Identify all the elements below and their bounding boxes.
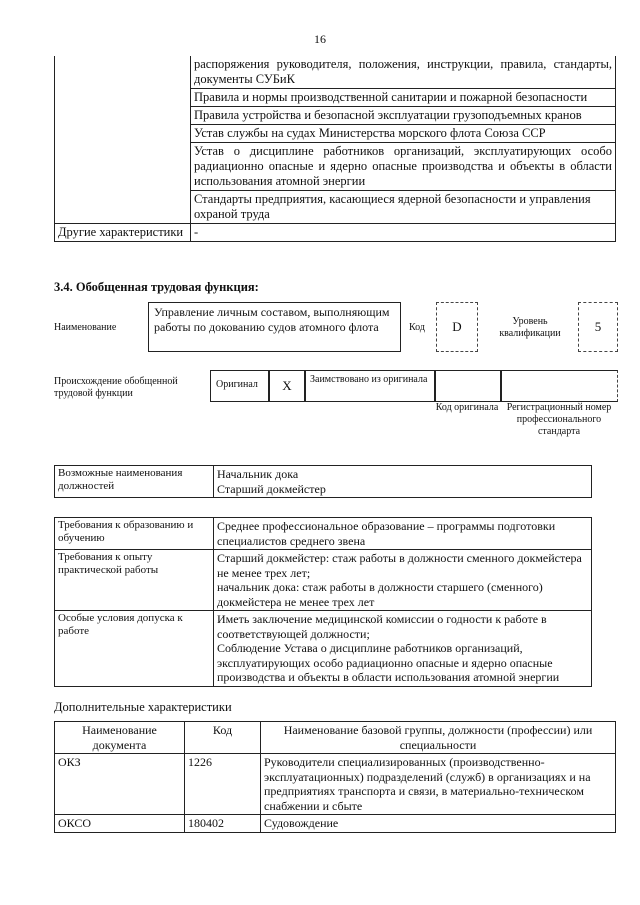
column-header: Код xyxy=(185,722,261,754)
level-box xyxy=(578,302,618,352)
requirement-value: Старший докмейстер: стаж работы в должности сменного докмейстера не менее трех лет; начальник дока: стаж работы в должности старшего (сменного) докмейстера не менее трех лет xyxy=(214,550,592,611)
code-value: D xyxy=(452,319,462,334)
code-label: Код xyxy=(409,322,425,333)
position-name: Старший докмейстер xyxy=(217,481,326,496)
naming-box xyxy=(148,302,401,352)
registration-number-box xyxy=(500,370,618,402)
knowledge-item: распоряжения руководителя, положения, инструкции, правила, стандарты, документы СУБиК xyxy=(191,56,616,89)
requirement-value: Среднее профессиональное образование – программы подготовки специалистов среднего звена xyxy=(214,518,592,550)
registration-caption: Регистрационный номер профессионального стандарта xyxy=(506,402,612,437)
function-name: Управление личным составом, выполняющим работы по докованию судов атомного флота xyxy=(154,305,390,334)
positions-table xyxy=(54,465,592,498)
knowledge-item: Правила и нормы производственной санитарии и пожарной безопасности xyxy=(191,89,616,107)
original-label: Оригинал xyxy=(216,379,258,390)
borrowed-label: Заимствовано из оригинала xyxy=(310,374,428,385)
level-label: Уровень квалификации xyxy=(499,316,561,339)
code-box xyxy=(436,302,478,352)
position-name: Начальник дока xyxy=(217,467,299,481)
document-code: 180402 xyxy=(185,815,261,833)
requirement-label: Особые условия допуска к работе xyxy=(55,611,214,687)
original-box xyxy=(210,370,270,402)
origin-label: Происхождение обобщенной трудовой функции xyxy=(54,376,178,399)
column-header: Наименование базовой группы, должности (профессии) или специальности xyxy=(261,722,616,754)
table-row xyxy=(55,754,616,815)
document-code: 1226 xyxy=(185,754,261,815)
original-mark-box xyxy=(268,370,306,402)
section-title: 3.4. Обобщенная трудовая функция: xyxy=(54,280,259,294)
additional-title: Дополнительные характеристики xyxy=(54,700,232,714)
original-mark: X xyxy=(282,378,292,393)
requirement-label: Требования к опыту практической работы xyxy=(55,550,214,611)
original-code-box xyxy=(434,370,502,402)
level-value: 5 xyxy=(594,319,602,334)
naming-label: Наименование xyxy=(54,322,117,333)
table-row xyxy=(55,815,616,833)
positions-label: Возможные наименования должностей xyxy=(55,466,214,498)
requirement-label: Требования к образованию и обучению xyxy=(55,518,214,550)
other-characteristics-label: Другие характеристики xyxy=(55,224,191,242)
requirement-value: Иметь заключение медицинской комиссии о годности к работе в соответствующей должности; Соблюдение Устава о дисциплине работников организаций, эксплуатирующих особо радиационно опасные и ядерно опасные производства и объекты в области использования атомной энергии xyxy=(214,611,592,687)
code-original-caption: Код оригинала xyxy=(435,402,499,413)
group-name: Судовождение xyxy=(261,815,616,833)
additional-characteristics-table xyxy=(54,721,616,833)
borrowed-box xyxy=(304,370,436,402)
knowledge-item: Стандарты предприятия, касающиеся ядерной безопасности и управления охраной труда xyxy=(191,191,616,224)
knowledge-item: Правила устройства и безопасной эксплуатации грузоподъемных кранов xyxy=(191,107,616,125)
knowledge-item: Устав службы на судах Министерства морского флота Союза ССР xyxy=(191,125,616,143)
other-characteristics-value: - xyxy=(191,224,616,242)
page-number: 16 xyxy=(314,32,326,46)
group-name: Руководители специализированных (производственно-эксплуатационных) подразделений (служб) в организациях и на предприятиях транспорта и связи, в материально-техническом снабжении и сбыте xyxy=(261,754,616,815)
document-name: ОКСО xyxy=(55,815,185,833)
requirements-table xyxy=(54,517,592,687)
document-name: ОКЗ xyxy=(55,754,185,815)
column-header: Наименование документа xyxy=(55,722,185,754)
knowledge-item: Устав о дисциплине работников организаций, эксплуатирующих особо радиационно опасные и ядерно опасные производства и объекты в области использования атомной энергии xyxy=(191,143,616,191)
required-knowledge-table xyxy=(54,56,616,242)
